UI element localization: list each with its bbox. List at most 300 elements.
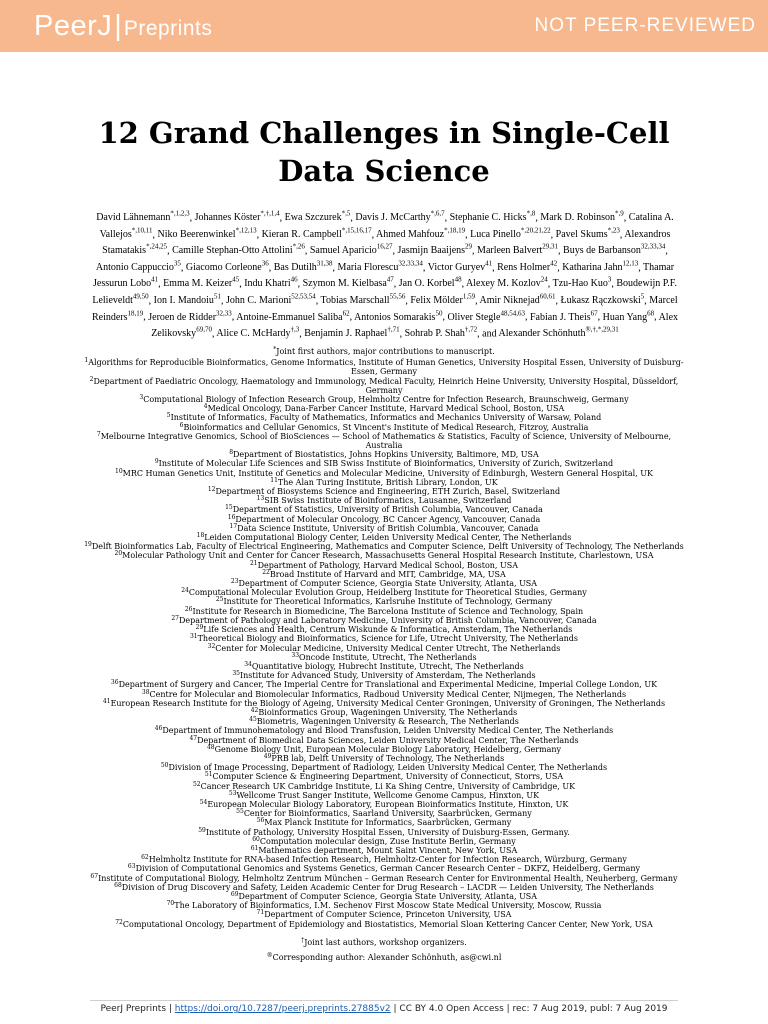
affiliation: [84, 690, 684, 699]
affiliation-text: Computational Molecular Evolution Group, Heidelberg Institute for Theoretical Studies, Germany: [188, 588, 587, 598]
author-affiliation-marks: 48: [454, 276, 462, 285]
affiliation-number: 60: [252, 835, 260, 843]
affiliation-number: 27: [171, 614, 179, 622]
author-affiliation-marks: *,†,1,4: [260, 210, 280, 218]
affiliation-text: Center for Molecular Medicine, University Medical Center Utrecht, The Netherlands: [215, 643, 561, 653]
affiliation: [84, 920, 684, 929]
author-affiliation-marks: *,6,7: [430, 210, 445, 218]
author-name: Huan Yang: [602, 311, 648, 323]
author-affiliation-marks: 51: [213, 292, 221, 301]
affiliation-number: 38: [141, 688, 150, 696]
affiliation-number: 9: [154, 458, 159, 466]
affiliation-number: 1: [84, 357, 89, 365]
affiliation-text: Department of Molecular Oncology, BC Cancer Agency, Vancouver, Canada: [235, 514, 541, 524]
author-affiliation-marks: 36: [261, 259, 269, 268]
affiliation: [84, 570, 684, 579]
author: [530, 309, 598, 323]
author-affiliation-marks: 35: [173, 259, 181, 268]
affiliation: [84, 726, 684, 735]
affiliation: [84, 423, 684, 432]
affiliation-number: 7: [96, 430, 101, 438]
author: [447, 309, 525, 323]
author-affiliation-marks: †,3: [290, 325, 300, 334]
affiliation-text: SIB Swiss Institute of Bioinformatics, Lausanne, Switzerland: [264, 496, 512, 506]
affiliation: [84, 395, 684, 404]
author-name: Pavel Skums: [555, 228, 608, 240]
affiliation-text: Quantitative biology, Hubrecht Institute, Utrecht, The Netherlands: [251, 661, 524, 671]
author-affiliation-marks: 45: [232, 276, 240, 285]
affiliation-number: 25: [215, 596, 224, 604]
author-name: Sohrab P. Shah: [404, 328, 465, 340]
affiliation: [84, 625, 684, 634]
author: [96, 212, 189, 223]
affiliation-number: 54: [199, 798, 208, 806]
affiliation: [84, 524, 684, 533]
author: [285, 212, 351, 223]
affiliation-number: 41: [102, 697, 111, 705]
author-affiliation-marks: ®,†,*,29,31: [585, 325, 619, 334]
paper-title: 12 Grand Challenges in Single-Cell Data Science: [98, 116, 670, 188]
affiliation-number: 5: [166, 412, 171, 420]
affiliation-text: Oncode Institute, Utrecht, The Netherlands: [299, 652, 477, 662]
author-affiliation-marks: 69,70: [196, 325, 212, 334]
doi-link[interactable]: https://doi.org/10.7287/peerj.preprints.27885v2: [174, 1004, 391, 1014]
author-affiliation-marks: 52,53,54: [291, 292, 316, 301]
affiliation-number: 63: [127, 863, 136, 871]
affiliation: [84, 413, 684, 422]
affiliation-number: 52: [192, 780, 201, 788]
author-affiliation-marks: 5: [640, 292, 645, 301]
affiliation-text: European Molecular Biology Laboratory, European Bioinformatics Institute, Hinxton, UK: [207, 799, 569, 809]
affiliation: [84, 809, 684, 818]
affiliation-number: 17: [229, 522, 238, 530]
affiliation: [84, 874, 684, 883]
affiliation: [84, 717, 684, 726]
author-affiliation-marks: 24: [540, 276, 548, 285]
affiliation: [84, 754, 684, 763]
affiliation-text: Department of Paediatric Oncology, Haematology and Immunology, Medical Faculty, Heinrich Heine University, University Hospital, Düsseldorf, Germany: [93, 376, 679, 395]
affiliation: [84, 901, 684, 910]
preprint-banner: [0, 0, 768, 52]
author-name: Emma M. Keizer: [163, 278, 233, 290]
affiliation-number: 50: [160, 762, 169, 770]
affiliation-number: 36: [110, 679, 119, 687]
affiliation: [84, 634, 684, 643]
affiliation: [84, 653, 684, 662]
affiliation-number: 32: [207, 642, 216, 650]
author: [479, 292, 556, 306]
author-affiliation-marks: 55,56: [389, 292, 406, 301]
author-name: Giacomo Corleone: [185, 261, 262, 273]
author: [466, 278, 548, 289]
author-affiliation-marks: †,72: [464, 325, 478, 334]
footer-divider: [90, 1000, 678, 1001]
affiliation-text: Delft Bioinformatics Lab, Faculty of Electrical Engineering, Mathematics and Computer Science, Delft University of Technology, The Netherlands: [91, 542, 684, 552]
author-name: Luca Pinello: [470, 228, 521, 240]
author: [195, 212, 280, 223]
author-name: Tobias Marschall: [320, 294, 390, 306]
affiliation-number: 56: [256, 817, 265, 825]
author: [157, 226, 257, 240]
author-affiliation-marks: 46: [290, 276, 298, 285]
affiliation: [84, 800, 684, 809]
author-affiliation-marks: 3: [607, 276, 612, 285]
affiliation-items: [84, 358, 684, 929]
affiliation: [84, 551, 684, 560]
author: [244, 278, 297, 289]
author-affiliation-marks: *,8: [526, 210, 536, 218]
author-affiliation-marks: 47: [386, 276, 394, 285]
affiliation: [84, 469, 684, 478]
affiliation-text: Department of Biostatistics, Johns Hopkins University, Baltimore, MD, USA: [233, 450, 539, 460]
affiliation-text: Department of Pathology and Laboratory Medicine, University of British Columbia, Vancouver, Canada: [178, 615, 597, 625]
author-name: Kieran R. Campbell: [261, 228, 342, 240]
affiliation: [84, 763, 684, 772]
affiliation-text: Max Planck Institute for Informatics, Saarbrücken, Germany: [264, 818, 512, 828]
author-affiliation-marks: 60,61: [539, 292, 556, 301]
affiliation-number: 23: [230, 578, 239, 586]
author-affiliation-marks: *,18,19: [444, 226, 466, 235]
affiliation: [84, 745, 684, 754]
affiliation-text: Department of Statistics, University of British Columbia, Vancouver, Canada: [232, 505, 543, 515]
affiliation: [84, 579, 684, 588]
author-name: Victor Guryev: [427, 261, 486, 273]
affiliation-number: 13: [256, 495, 265, 503]
affiliation-text: Department of Biomedical Data Sciences, Leiden University Medical Center, The Netherlands: [197, 735, 579, 745]
author-name: Alexey M. Kozlov: [466, 278, 541, 290]
affiliation-number: 35: [232, 670, 240, 678]
affiliation-text: Institute of Pathology, University Hospital Essen, University of Duisburg-Essen, Germany.: [205, 827, 570, 837]
author-name: John C. Marioni: [225, 294, 292, 306]
affiliation-number: 11: [270, 476, 278, 484]
affiliation: [84, 671, 684, 680]
affiliation-text: Genome Biology Unit, European Molecular Biology Laboratory, Heidelberg, Germany: [214, 744, 562, 754]
affiliation-text: Theoretical Biology and Bioinformatics, Science for Life, Utrecht University, The Netherlands: [197, 634, 579, 644]
author-affiliation-marks: 41: [485, 259, 493, 268]
affiliation-number: 29: [195, 624, 204, 632]
author-affiliation-marks: 32,33,34: [398, 259, 423, 268]
affiliation-text: Wellcome Trust Sanger Institute, Wellcome Genome Campus, Hinxton, UK: [236, 790, 540, 800]
author: [153, 292, 221, 306]
author-name: Buys de Barbanson: [563, 245, 641, 257]
note-corresponding: ®Corresponding author: Alexander Schönhuth, as@cwi.nl: [266, 952, 502, 962]
affiliation: [84, 505, 684, 514]
affiliation-text: Life Sciences and Health, Centrum Wiskunde & Informatica, Amsterdam, The Netherlands: [203, 625, 573, 635]
affiliation: [84, 662, 684, 671]
page-footer: [90, 1004, 678, 1014]
affiliation-text: Center for Bioinformatics, Saarland University, Saarbrücken, Germany: [243, 809, 532, 819]
author-name: Bas Dutilh: [273, 261, 317, 273]
author-name: Jasmijn Baaijens: [397, 245, 466, 257]
affiliation: [84, 680, 684, 689]
affiliation-number: 67: [90, 872, 99, 880]
author-affiliation-marks: 49,50: [132, 292, 149, 301]
author-name: David Lähnemann: [96, 212, 171, 224]
affiliation-text: Institute of Molecular Life Sciences and SIB Swiss Institute of Bioinformatics, University of Zurich, Switzerland: [158, 459, 614, 469]
affiliation: [84, 837, 684, 846]
affiliation-number: 20: [114, 550, 123, 558]
author-name: Maria Florescu: [337, 261, 399, 273]
affiliation: [84, 487, 684, 496]
affiliation-text: Medical Oncology, Dana-Farber Cancer Institute, Harvard Medical School, Boston, USA: [207, 404, 565, 414]
author-name: Alice C. McHardy: [216, 328, 291, 340]
author-affiliation-marks: 1,59: [462, 292, 476, 301]
logo-main-text: PeerJ: [34, 9, 113, 42]
author-name: Łukasz Rączkowski: [560, 294, 641, 306]
author-name: Samuel Aparicio: [309, 245, 377, 257]
affiliation-text: Bioinformatics and Cellular Genomics, St Vincent's Institute of Medical Research, Fitzroy, Australia: [183, 422, 589, 432]
author-name: Antoine-Emmanuel Saliba: [236, 311, 343, 323]
affiliation-text: European Research Institute for the Biology of Ageing, University Medical Center Groningen, University of Groningen, The Netherlands: [110, 698, 666, 708]
affiliation: [84, 846, 684, 855]
affiliation-number: 49: [263, 752, 272, 760]
author-name: Marleen Balvert: [477, 245, 543, 257]
affiliation-text: Institute of Computational Biology, Helmholtz Zentrum München – German Research Center for Environmental Health, Neuherberg, Germany: [98, 873, 678, 883]
affiliation-text: Department of Pathology, Harvard Medical School, Boston, USA: [257, 560, 519, 570]
author-affiliation-marks: *,10,11: [131, 226, 153, 235]
affiliation-number: 18: [196, 532, 205, 540]
author-affiliation-marks: *,26: [292, 243, 305, 252]
footer-suffix: | CC BY 4.0 Open Access | rec: 7 Aug 2019, publ: 7 Aug 2019: [393, 1004, 668, 1014]
author-affiliation-marks: 67: [590, 309, 598, 318]
author-affiliation-marks: *,5: [341, 210, 351, 218]
affiliation-number: 16: [227, 513, 236, 521]
affiliation: [84, 818, 684, 827]
author: [95, 259, 181, 273]
affiliation-text: Molecular Pathology Unit and Center for Cancer Research, Massachusetts General Hospital Research Institute, Charlestown, USA: [122, 551, 654, 561]
author-affiliation-marks: 18,19: [127, 309, 144, 318]
author: [560, 292, 645, 306]
affiliation-text: MRC Human Genetics Unit, Institute of Genetics and Molecular Medicine, University of Edinburgh, Western General Hospital, UK: [122, 468, 653, 478]
affiliation-number: 3: [139, 394, 144, 402]
affiliation-number: 12: [207, 486, 216, 494]
affiliation-number: 21: [249, 559, 258, 567]
author-affiliation-marks: *,20,21,22: [520, 226, 551, 235]
author: [540, 212, 623, 223]
author-name: Oliver Stegle: [447, 311, 501, 323]
author-name: Alex Zelikovsky: [151, 311, 679, 340]
author: [236, 309, 350, 323]
author-affiliation-marks: 31,38: [316, 259, 333, 268]
author: [172, 245, 305, 256]
author-affiliation-marks: 32,33,34: [640, 243, 666, 252]
author-name: Ahmed Mahfouz: [376, 228, 445, 240]
affiliation-text: Algorithms for Reproducible Bioinformatics, Genome Informatics, Institute of Human Genetics, University Hospital Essen, University of Duisburg-Essen, Germany: [88, 358, 684, 377]
affiliation-number: 10: [115, 467, 123, 475]
author-name: Camille Stephan-Otto Attolini: [172, 245, 293, 257]
affiliation: [84, 515, 684, 524]
author-name: Marcel Reinders: [91, 294, 678, 323]
author-name: Ion I. Mandoiu: [153, 294, 214, 306]
review-status-label: NOT PEER-REVIEWED: [534, 15, 756, 36]
logo-separator: |: [114, 9, 122, 42]
affiliation-number: 33: [291, 651, 300, 659]
author-affiliation-marks: *,1,2,3: [170, 210, 190, 218]
affiliation-text: Bioinformatics Group, Wageningen University, The Netherlands: [258, 707, 518, 717]
author-name: Tzu-Hao Kuo: [552, 278, 608, 290]
affiliation: [84, 478, 684, 487]
affiliation-text: Centre for Molecular and Biomolecular Informatics, Radboud University Medical Center, Nijmegen, The Netherlands: [149, 689, 627, 699]
author: [216, 325, 300, 340]
author-affiliation-marks: 32,33: [216, 309, 232, 318]
affiliation-text: Computer Science & Engineering Department, University of Connecticut, Storrs, USA: [212, 772, 564, 782]
author-affiliation-marks: †,71: [387, 325, 400, 334]
author-affiliation-marks: *,12,13: [235, 226, 257, 235]
author: [355, 212, 444, 223]
affiliation: [84, 828, 684, 837]
author: [470, 226, 551, 240]
affiliation: [84, 561, 684, 570]
author: [273, 259, 333, 273]
author-name: Jan O. Korbel: [398, 278, 455, 290]
author-name: Antonios Somarakis: [354, 311, 436, 323]
affiliation: [84, 883, 684, 892]
author: [562, 259, 639, 273]
affiliation: [84, 616, 684, 625]
author-name: Thamar Jessurun Lobo: [93, 261, 675, 290]
author: [376, 226, 466, 240]
affiliation-text: Computational Biology of Infection Research Group, Helmholtz Centre for Infection Research, Braunschweig, Germany: [143, 395, 629, 405]
author: [304, 325, 400, 340]
affiliation: [84, 597, 684, 606]
affiliation-text: The Laboratory of Bioinformatics, I.M. Sechenov First Moscow State Medical University, Moscow, Russia: [174, 901, 602, 911]
affiliation-number: 47: [189, 734, 198, 742]
author-name: Johannes Köster: [194, 212, 261, 224]
author-name: Davis J. McCarthy: [355, 212, 431, 224]
author-affiliation-marks: 16,27: [376, 243, 393, 252]
affiliation: [84, 432, 684, 450]
affiliation-number: 19: [84, 541, 92, 549]
author-name: Rens Holmer: [497, 261, 551, 273]
affiliation-text: Department of Computer Science, Princeton University, USA: [264, 910, 512, 920]
author-name: Indu Khatri: [244, 278, 291, 290]
author-name: Amir Niknejad: [479, 294, 540, 306]
affiliation: [84, 855, 684, 864]
affiliation-text: Department of Computer Science, Georgia State University, Atlanta, USA: [238, 891, 538, 901]
author-name: Niko Beerenwinkel: [157, 228, 236, 240]
affiliation-number: 71: [256, 909, 265, 917]
affiliation-number: 51: [204, 771, 213, 779]
author-name: Alexandros Stamatakis: [102, 228, 671, 257]
author-name: Felix Mölder: [410, 294, 463, 306]
affiliation: [84, 772, 684, 781]
affiliation-text: Department of Immunohematology and Blood Transfusion, Leiden University Medical Center, The Netherlands: [162, 726, 614, 736]
author-affiliation-marks: 41: [151, 276, 159, 285]
affiliation-number: 22: [262, 568, 270, 576]
affiliation-text: Institute for Advanced Study, University of Amsterdam, The Netherlands: [239, 671, 536, 681]
author: [310, 245, 393, 256]
affiliation-number: 72: [115, 918, 123, 926]
affiliation-text: Computation molecular design, Zuse Institute Berlin, Germany: [259, 836, 516, 846]
author: [410, 292, 476, 306]
affiliation-number: 42: [250, 706, 259, 714]
author: [320, 292, 406, 306]
affiliation-text: Institute of Informatics, Faculty of Mathematics, Informatics and Mechanics University of Warsaw, Poland: [170, 413, 602, 423]
affiliation-number: 70: [166, 900, 175, 908]
affiliation-text: Melbourne Integrative Genomics, School of BioSciences — School of Mathematics & Statistics, Faculty of Science, University of Melbourne, Australia: [100, 431, 672, 451]
affiliation: [84, 782, 684, 791]
affiliation-number: 8: [229, 449, 234, 457]
affiliation-number: 53: [228, 789, 237, 797]
affiliation: [84, 910, 684, 919]
affiliation-text: Computational Oncology, Department of Epidemiology and Biostatistics, Memorial Sloan Kettering Cancer Center, New York, USA: [122, 919, 653, 929]
author-name: Szymon M. Kielbasa: [302, 278, 387, 290]
affiliation-text: Helmholtz Institute for RNA-based Infection Research, Helmholtz-Center for Infection Research, Würzburg, Germany: [148, 855, 627, 865]
note-joint-last: †Joint last authors, workshop organizers.: [301, 936, 467, 947]
author: [225, 292, 316, 306]
affiliation: [84, 459, 684, 468]
affiliation-number: 69: [230, 890, 239, 898]
affiliation-number: 24: [181, 587, 189, 595]
affiliation: [84, 644, 684, 653]
affiliation-number: 62: [141, 854, 149, 862]
author: [555, 226, 620, 240]
affiliation-text: Biometris, Wageningen University & Research, The Netherlands: [256, 717, 519, 727]
author: [303, 278, 394, 289]
peerj-logo[interactable]: [34, 10, 212, 43]
author-affiliation-marks: 50: [435, 309, 443, 318]
author-joiner: and: [482, 328, 497, 340]
author-affiliation-marks: *,24,25: [146, 243, 168, 252]
author: [553, 278, 612, 289]
author: [354, 309, 443, 323]
affiliation: [84, 377, 684, 395]
footer-prefix: PeerJ Preprints |: [100, 1004, 172, 1014]
affiliation-text: The Alan Turing Institute, British Library, London, UK: [277, 477, 498, 487]
affiliation-text: Data Science Institute, University of British Columbia, Vancouver, Canada: [237, 523, 539, 533]
author: [450, 212, 536, 223]
author: [498, 325, 619, 340]
author-name: Benjamin J. Raphael: [304, 328, 388, 340]
author-affiliation-marks: *,9: [615, 210, 624, 218]
author-name: Fabian J. Theis: [530, 311, 591, 323]
author-name: Boudewijn P.F. Lelieveldt: [92, 278, 677, 306]
affiliation-number: 6: [179, 421, 184, 429]
author-name: Ewa Szczurek: [284, 212, 342, 224]
affiliation-number: 34: [244, 660, 252, 668]
author: [398, 245, 473, 256]
affiliation: [84, 864, 684, 873]
affiliation-number: 55: [236, 808, 244, 816]
author-name: Antonio Cappuccio: [95, 261, 174, 273]
author: [602, 309, 655, 323]
author: [261, 226, 372, 240]
author-affiliation-marks: 68: [647, 309, 655, 318]
author-affiliation-marks: *,23: [607, 226, 620, 235]
author: [185, 259, 269, 273]
author-affiliation-marks: 29: [465, 243, 473, 252]
affiliation-number: 68: [114, 881, 122, 889]
author-list: David Lähnemann$^{*,1,2,3}$, Johannes Köster$^{*,\dagger,1,4}$, Ewa Szczurek$^{*,5}$, Davis J. McCarthy$^{*,6,7}$, Stephanie C. Hicks$^{*,8}$, Mark D. Robinson$^{*,9}$, Catalina A. Vallejos$^{*,10,11}$, Niko Beerenwinkel$^{*,12,13}$, Kieran R. Campbell$^{*,15,16,17}$, Ahmed Mahfouz$^{*,18,19}$, Luca Pinello$^{*,20,21,22}$, Pavel Skums$^{*,23}$, Alexandros Stamatakis$^{*,24,25}$, Camille Stephan-Otto Attolini$^{*,26}$, Samuel Aparicio$^{16,27}$, Jasmijn Baaijens$^{29}$, Marleen Balvert$^{29,31}$, Buys de Barbanson$^{32,33,34}$, Antonio Cappuccio$^{35}$, Giacomo Corleone$^{36}$, Bas Dutilh$^{31,38}$, Maria Florescu$^{32,33,34}$, Victor Guryev$^{41}$, Rens Holmer$^{42}$, Katharina Jahn$^{12,13}$, Thamar Jessurun Lobo$^{41}$, Emma M. Keizer$^{45}$, Indu Khatri$^{46}$, Szymon M. Kielbasa$^{47}$, Jan O. Korbel$^{48}$, Alexey M. Kozlov$^{24}$, Tzu-Hao Kuo$^3$, Boudewijn P.F. Lelieveldt$^{49,50}$, Ion I. Mandoiu$^{51}$, John C. Marioni$^{52,53,54}$, Tobias Marschall$^{55,56}$, Felix Mölder$^{1,59}$, Amir Niknejad$^{60,61}$, Łukasz Rączkowski$^5$, Marcel Reinders$^{18,19}$, Jeroen de Ridder$^{32,33}$, Antoine-Emmanuel Saliba$^{62}$, Antonios Somarakis$^{50}$, Oliver Stegle$^{48,54,63}$, Fabian J. Theis$^{67}$, Huan Yang$^{68}$, Alex Zelikovsky$^{69,70}$, Alice C. McHardy$^{\dagger,3}$, Benjamin J. Raphael$^{\dagger,71}$, Sohrab P. Shah$^{\dagger,72}$, and Alexander Schönhuth$^{®,\dagger,*,29,31}$: [91, 210, 679, 340]
author-affiliation-marks: 48,54,63: [500, 309, 525, 318]
affiliation-text: Department of Biosystems Science and Engineering, ETH Zurich, Basel, Switzerland: [215, 487, 561, 497]
affiliation: [84, 699, 684, 708]
affiliation-text: Division of Drug Discovery and Safety, Leiden Academic Center for Drug Research – LACDR — Leiden University, The Netherlands: [121, 882, 654, 892]
affiliation-text: Institute for Research in Biomedicine, The Barcelona Institute of Science and Technology, Spain: [192, 606, 584, 616]
affiliation-text: Broad Institute of Harvard and MIT, Cambridge, MA, USA: [269, 569, 506, 579]
author-name: Alexander Schönhuth: [498, 328, 586, 340]
affiliation-text: Division of Computational Genomics and Systems Genetics, German Cancer Research Center – DKFZ, Heidelberg, Germany: [135, 864, 641, 874]
affiliation-text: Institute for Theoretical Informatics, Karlsruhe Institute of Technology, Germany: [223, 597, 553, 607]
author-affiliation-marks: *,15,16,17: [341, 226, 372, 235]
author-name: Catalina A. Vallejos: [99, 212, 674, 240]
affiliation-number: 26: [184, 605, 193, 613]
author-affiliation-marks: 29,31: [542, 243, 559, 252]
affiliation-number: 31: [189, 633, 198, 641]
author: [477, 245, 558, 256]
affiliation-number: 46: [154, 725, 163, 733]
affiliation-number: 15: [225, 504, 233, 512]
